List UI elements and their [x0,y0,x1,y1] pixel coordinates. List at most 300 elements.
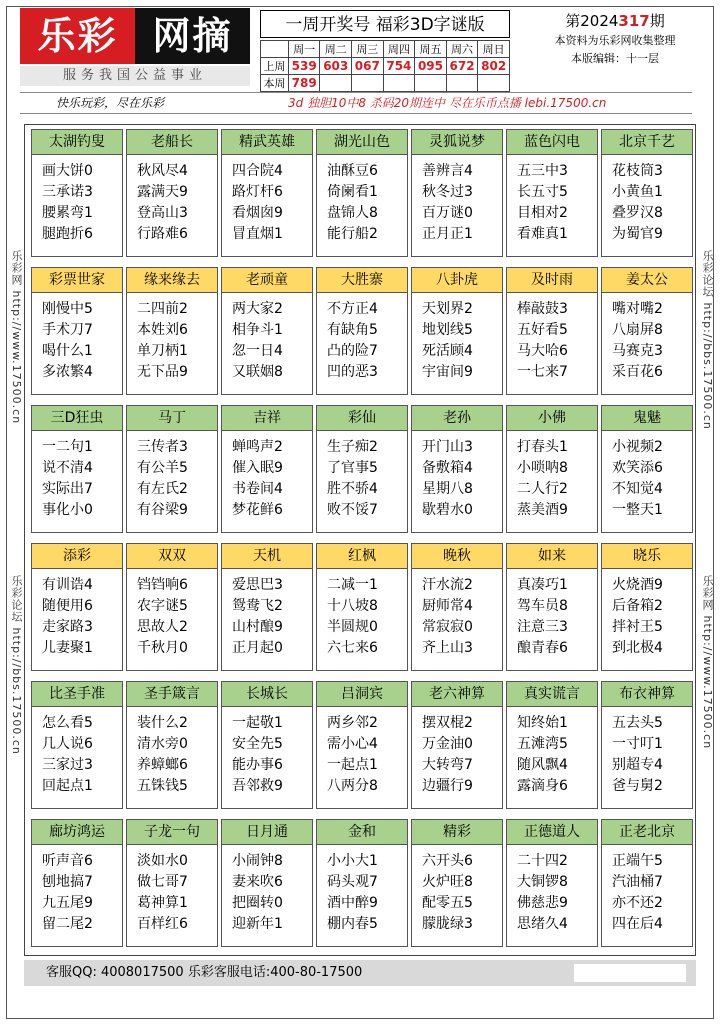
riddle-line: 天划界2 [422,301,473,317]
riddle-author: 老六神算 [412,682,502,707]
riddle-line: 登高山3 [137,205,188,221]
riddle-line: 正端午5 [612,853,663,869]
riddle-lines [222,707,312,797]
riddle-line: 说不清4 [42,460,93,476]
riddle-line: 马赛克3 [612,343,663,359]
riddle-card [601,405,693,533]
riddle-author: 缘来缘去 [127,268,217,293]
riddle-line: 采百花6 [612,364,663,380]
riddle-line: 半圆规0 [327,619,378,635]
riddle-card [221,267,313,395]
riddle-line: 厨师常4 [422,598,473,614]
riddle-line: 地划线5 [422,322,473,338]
riddle-lines [127,155,217,245]
riddle-lines [602,431,692,521]
riddle-card [601,543,693,671]
riddle-line: 歇碧水0 [422,502,473,518]
riddle-line: 五好看5 [517,322,568,338]
riddle-line: 善辨言4 [422,163,473,179]
riddle-lines [127,707,217,797]
riddle-lines [602,707,692,797]
riddle-line: 欢笑添6 [612,460,663,476]
riddle-line: 小闹钟8 [232,853,283,869]
riddle-line: 真凑巧1 [517,577,568,593]
riddle-line: 叠罗汉8 [612,205,663,221]
draw-days-row [261,41,510,58]
riddle-lines [317,431,407,521]
riddle-line: 一七来7 [517,364,568,380]
draw-number: 672 [446,58,478,75]
riddle-card [221,129,313,257]
riddle-card [411,543,503,671]
riddle-line: 注意三3 [517,619,568,635]
draw-day: 周一 [288,41,320,58]
tagline-left: 快乐玩彩，尽在乐彩 [56,96,165,110]
riddle-line: 走家路3 [42,619,93,635]
draw-number: 802 [478,58,510,75]
riddle-author: 吉祥 [222,406,312,431]
riddle-card [411,819,503,947]
riddle-line: 盘锦人8 [327,205,378,221]
riddle-line: 本姓刘6 [137,322,188,338]
riddle-line: 小视频2 [612,439,663,455]
riddle-lines [412,707,502,797]
riddle-line: 六七来6 [327,640,378,656]
tagline-right: 3d 独胆10中8 杀码20期连中 尽在乐币点播 lebi.17500.cn [288,96,607,110]
side-text-right-bottom: 乐彩网 http://www.17500.cn [701,575,714,750]
side-text-right-top: 乐彩论坛 http://bbs.17500.cn [701,250,714,430]
riddle-line: 为蜀官9 [612,226,663,242]
riddle-line: 能办事6 [232,757,283,773]
riddle-author: 天机 [222,544,312,569]
riddle-line: 养蟑螂6 [137,757,188,773]
riddle-lines [317,707,407,797]
riddle-lines [32,845,122,935]
riddle-line: 打春头1 [517,439,568,455]
riddle-line: 倚阑看1 [327,184,378,200]
riddle-line: 一起敬1 [232,715,283,731]
riddle-line: 实际出7 [42,481,93,497]
riddle-author: 子龙一句 [127,820,217,845]
riddle-line: 儿妻聚1 [42,640,93,656]
riddle-line: 佛慈悲9 [517,895,568,911]
riddle-lines [127,569,217,659]
riddle-line: 听声音6 [42,853,93,869]
riddle-author: 八卦虎 [412,268,502,293]
riddle-line: 大铜锣8 [517,874,568,890]
riddle-line: 凹的恶3 [327,364,378,380]
riddle-card [411,681,503,809]
riddle-card [126,405,218,533]
riddle-author: 长城长 [222,682,312,707]
riddle-line: 一起点1 [327,757,378,773]
draw-day: 周六 [446,41,478,58]
draw-number [415,75,447,92]
riddle-card [506,129,598,257]
riddle-lines [412,293,502,383]
riddle-line: 妻来吹6 [232,874,283,890]
riddle-line: 驾车员8 [517,598,568,614]
draw-results-table [260,40,510,92]
riddle-line: 看难真1 [517,226,568,242]
riddle-author: 晚秋 [412,544,502,569]
riddle-line: 大转弯7 [422,757,473,773]
riddle-line: 六开头6 [422,853,473,869]
riddle-line: 百样红6 [137,916,188,932]
riddle-line: 后备箱2 [612,598,663,614]
riddle-line: 安全先5 [232,736,283,752]
draw-number [320,75,352,92]
draw-number: 539 [288,58,320,75]
riddle-author: 添彩 [32,544,122,569]
riddle-lines [32,293,122,383]
riddle-line: 棚内春5 [327,916,378,932]
riddle-line: 齐上山3 [422,640,473,656]
riddle-card [506,267,598,395]
riddle-card [126,819,218,947]
riddle-line: 五滩湾5 [517,736,568,752]
riddle-line: 万金油0 [422,736,473,752]
riddle-author: 真实谎言 [507,682,597,707]
riddle-lines [412,845,502,935]
riddle-author: 马丁 [127,406,217,431]
riddle-line: 二人行2 [517,481,568,497]
riddle-line: 看烟囱9 [232,205,283,221]
riddle-line: 二四前2 [137,301,188,317]
riddle-line: 不知觉4 [612,481,663,497]
riddle-line: 鸳鸯飞2 [232,598,283,614]
riddle-author: 日月通 [222,820,312,845]
riddle-author: 鬼魅 [602,406,692,431]
riddle-author: 湖光山色 [317,130,407,155]
riddle-line: 无下品9 [137,364,188,380]
riddle-lines [507,293,597,383]
riddle-line: 行路难6 [137,226,188,242]
riddle-line: 小黄鱼1 [612,184,663,200]
slogan: 服务我国公益事业 [20,66,250,86]
riddle-line: 手术刀7 [42,322,93,338]
riddle-card [31,681,123,809]
riddle-author: 正德道人 [507,820,597,845]
logo-left: 乐彩 [37,14,118,58]
side-text-left-top: 乐彩网 http://www.17500.cn [10,250,23,425]
riddle-lines [317,293,407,383]
riddle-card [31,267,123,395]
riddle-line: 别超专4 [612,757,663,773]
riddle-line: 千秋月0 [137,640,188,656]
riddle-card [506,681,598,809]
riddle-author: 灵狐说梦 [412,130,502,155]
logo [20,8,250,64]
riddle-line: 油酥豆6 [327,163,378,179]
riddle-line: 腰累弯1 [42,205,93,221]
riddle-line: 相争斗1 [232,322,283,338]
riddle-line: 路灯杆6 [232,184,283,200]
draw-number [352,75,384,92]
riddle-line: 开门山3 [422,439,473,455]
riddle-author: 北京千艺 [602,130,692,155]
riddle-line: 装什么2 [137,715,188,731]
riddle-line: 两乡邻2 [327,715,378,731]
riddle-author: 老孙 [412,406,502,431]
riddle-line: 八两分8 [327,778,378,794]
riddle-lines [127,431,217,521]
riddle-line: 五铢钱5 [137,778,188,794]
riddle-line: 书卷间4 [232,481,283,497]
draw-day: 周四 [383,41,415,58]
riddle-line: 火烧酒9 [612,577,663,593]
riddle-line: 边疆行9 [422,778,473,794]
riddle-line: 马大哈6 [517,343,568,359]
riddle-lines [32,155,122,245]
riddle-line: 汽油桶7 [612,874,663,890]
draw-number: 789 [288,75,320,92]
draw-number: 095 [415,58,447,75]
riddle-line: 露满天9 [137,184,188,200]
riddle-author: 廊坊鸿运 [32,820,122,845]
riddle-line: 蝉鸣声2 [232,439,283,455]
riddle-line: 正月正1 [422,226,473,242]
riddle-line: 小唢呐8 [517,460,568,476]
riddle-card [31,129,123,257]
riddle-line: 随便用6 [42,598,93,614]
riddle-card [31,819,123,947]
riddle-line: 爸与舅2 [612,778,663,794]
riddle-line: 爱思巴3 [232,577,283,593]
riddle-lines [507,569,597,659]
riddle-card [126,681,218,809]
riddle-author: 比圣手准 [32,682,122,707]
riddle-line: 秋冬过3 [422,184,473,200]
riddle-line: 三传者3 [137,439,188,455]
riddle-lines [317,569,407,659]
riddle-line: 知终始1 [517,715,568,731]
issue-number-line [520,10,710,32]
issue-prefix: 第2024 [565,12,619,30]
riddle-line: 随风飘4 [517,757,568,773]
riddle-author: 吕洞宾 [317,682,407,707]
issue-info [520,10,710,68]
riddle-line: 酿青春6 [517,640,568,656]
riddle-line: 思故人2 [137,619,188,635]
riddle-line: 三家过3 [42,757,93,773]
riddle-author: 如来 [507,544,597,569]
riddle-line: 常寂寂0 [422,619,473,635]
riddle-line: 八扇屏8 [612,322,663,338]
riddle-lines [507,431,597,521]
riddle-line: 铛铛响6 [137,577,188,593]
riddle-card [316,819,408,947]
riddle-line: 蒸美酒9 [517,502,568,518]
draw-day: 周三 [352,41,384,58]
riddle-author: 精彩 [412,820,502,845]
riddle-card [221,405,313,533]
riddle-author: 彩票世家 [32,268,122,293]
riddle-author: 老顽童 [222,268,312,293]
riddle-card [316,129,408,257]
riddle-lines [602,155,692,245]
riddle-author: 大胜寨 [317,268,407,293]
riddle-author: 精武英雄 [222,130,312,155]
riddle-line: 腿跑折6 [42,226,93,242]
riddle-lines [32,569,122,659]
riddle-line: 把圈转0 [232,895,283,911]
riddle-line: 四在后4 [612,916,663,932]
riddle-lines [507,155,597,245]
riddle-line: 五去头5 [612,715,663,731]
riddle-card [31,543,123,671]
riddle-line: 一整天1 [612,502,663,518]
riddle-line: 码头观7 [327,874,378,890]
riddle-lines [222,845,312,935]
riddle-author: 小佛 [507,406,597,431]
riddle-lines [32,431,122,521]
riddle-lines [222,155,312,245]
footer-contact: 客服QQ: 4008017500 乐彩客服电话:400-80-17500 [46,965,363,980]
riddle-line: 朦胧绿3 [422,916,473,932]
riddle-author: 红枫 [317,544,407,569]
riddle-line: 需小心4 [327,736,378,752]
riddle-card [316,681,408,809]
side-text-left-bottom: 乐彩论坛 http://bbs.17500.cn [10,575,23,755]
riddle-line: 宇宙间9 [422,364,473,380]
riddle-line: 败不馁7 [327,502,378,518]
riddle-author: 姜太公 [602,268,692,293]
draw-number: 754 [383,58,415,75]
riddle-line: 目相对2 [517,205,568,221]
riddle-line: 了官事5 [327,460,378,476]
riddle-card [31,405,123,533]
this-week-label: 本周 [261,75,289,92]
draw-number [383,75,415,92]
riddle-line: 一二句1 [42,439,93,455]
riddle-card [316,267,408,395]
riddle-line: 又联姻8 [232,364,283,380]
draw-day: 周二 [320,41,352,58]
riddle-card [601,681,693,809]
riddle-line: 五三中3 [517,163,568,179]
riddle-line: 星期八8 [422,481,473,497]
riddle-line: 刚慢中5 [42,301,93,317]
riddle-author: 老船长 [127,130,217,155]
riddle-line: 几人说6 [42,736,93,752]
riddle-lines [412,155,502,245]
riddle-line: 正月起0 [232,640,283,656]
riddle-line: 配零五5 [422,895,473,911]
page-title: 一周开奖号 福彩3D字谜版 [260,10,510,38]
logo-right: 网摘 [135,8,250,64]
riddle-line: 火炉旺8 [422,874,473,890]
draw-number [478,75,510,92]
riddle-lines [602,293,692,383]
riddle-author: 正老北京 [602,820,692,845]
riddle-line: 有训诰4 [42,577,93,593]
tagline-bar [20,92,692,114]
riddle-lines [127,293,217,383]
riddle-line: 淡如水0 [137,853,188,869]
riddle-line: 做七哥7 [137,874,188,890]
riddle-lines [412,431,502,521]
last-week-row [261,58,510,75]
riddle-card [506,543,598,671]
riddle-lines [222,293,312,383]
riddle-grid [24,124,696,956]
riddle-line: 二减一1 [327,577,378,593]
riddle-line: 百万谜0 [422,205,473,221]
riddle-card [221,819,313,947]
riddle-lines [412,569,502,659]
riddle-lines [507,845,597,935]
riddle-author: 蓝色闪电 [507,130,597,155]
riddle-line: 凸的险7 [327,343,378,359]
editor-note: 本版编辑：十一层 [571,52,659,65]
riddle-author: 太湖钓叟 [32,130,122,155]
riddle-line: 三承诺3 [42,184,93,200]
riddle-line: 二十四2 [517,853,568,869]
riddle-line: 清水旁0 [137,736,188,752]
riddle-card [411,267,503,395]
draw-day-empty [261,41,289,58]
riddle-card [601,819,693,947]
riddle-line: 画大饼0 [42,163,93,179]
source-note: 本资料为乐彩网收集整理 [554,34,676,47]
riddle-line: 秋风尽4 [137,163,188,179]
riddle-lines [507,707,597,797]
riddle-lines [32,707,122,797]
riddle-line: 刨地搞7 [42,874,93,890]
riddle-line: 留二尾2 [42,916,93,932]
riddle-line: 十八坡8 [327,598,378,614]
riddle-card [601,267,693,395]
riddle-line: 嘴对嘴2 [612,301,663,317]
riddle-line: 农字谜5 [137,598,188,614]
riddle-line: 死活顾4 [422,343,473,359]
riddle-lines [317,845,407,935]
riddle-line: 吾邻救9 [232,778,283,794]
riddle-line: 四合院4 [232,163,283,179]
riddle-lines [602,845,692,935]
last-week-label: 上周 [261,58,289,75]
riddle-line: 两大家2 [232,301,283,317]
riddle-line: 单刀柄1 [137,343,188,359]
riddle-line: 摆双棍2 [422,715,473,731]
riddle-card [316,405,408,533]
riddle-lines [602,569,692,659]
riddle-line: 多浓繁4 [42,364,93,380]
riddle-lines [222,431,312,521]
draw-day: 周五 [415,41,447,58]
riddle-line: 不方正4 [327,301,378,317]
riddle-lines [127,845,217,935]
this-week-row [261,75,510,92]
riddle-line: 迎新年1 [232,916,283,932]
riddle-card [221,543,313,671]
riddle-line: 有谷梁9 [137,502,188,518]
riddle-line: 怎么看5 [42,715,93,731]
riddle-author: 彩仙 [317,406,407,431]
draw-day: 周日 [478,41,510,58]
riddle-line: 能行船2 [327,226,378,242]
riddle-author: 三D狂虫 [32,406,122,431]
riddle-card [506,405,598,533]
riddle-author: 及时雨 [507,268,597,293]
riddle-line: 小小大1 [327,853,378,869]
riddle-card [601,129,693,257]
riddle-line: 拌衬王5 [612,619,663,635]
draw-number: 603 [320,58,352,75]
riddle-line: 亦不还2 [612,895,663,911]
riddle-lines [222,569,312,659]
